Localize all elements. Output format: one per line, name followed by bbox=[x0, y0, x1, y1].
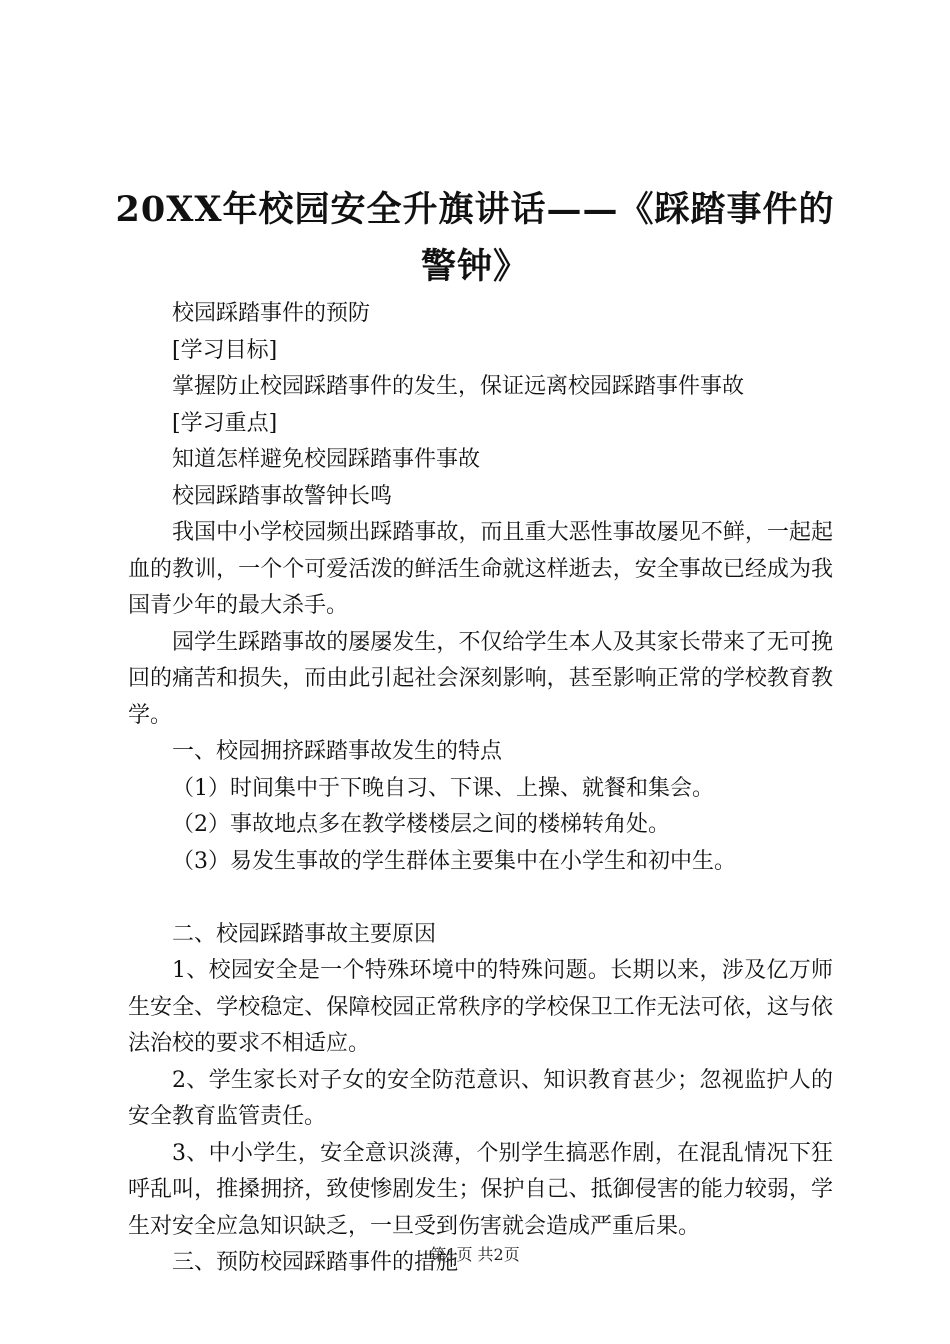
paragraph: 二、校园踩踏事故主要原因 bbox=[172, 921, 437, 947]
paragraph: 校园踩踏事件的预防 bbox=[172, 301, 371, 326]
paragraph: （2）事故地点多在教学楼楼层之间的楼梯转角处。 bbox=[172, 812, 670, 837]
document-body bbox=[128, 296, 833, 1282]
paragraph: （3）易发生事故的学生群体主要集中在小学生和初中生。 bbox=[172, 848, 736, 874]
paragraph: 2、学生家长对子女的安全防范意识、知识教育甚少；忽视监护人的安全教育监管责任。 bbox=[128, 1067, 833, 1129]
paragraph: 1、校园安全是一个特殊环境中的特殊问题。长期以来，涉及亿万师生安全、学校稳定、保障校园正常秩序的学校保卫工作无法可依，这与依法治校的要求不相适应。 bbox=[128, 958, 833, 1056]
paragraph: 3、中小学生，安全意识淡薄，个别学生搞恶作剧，在混乱情况下狂呼乱叫，推搡拥挤，致使惨剧发生；保护自己、抵御侵害的能力较弱，学生对安全应急知识缺乏，一旦受到伤害就会造成严重后果。 bbox=[128, 1140, 833, 1239]
paragraph: 一、校园拥挤踩踏事故发生的特点 bbox=[172, 739, 503, 764]
paragraph: 校园踩踏事故警钟长鸣 bbox=[172, 483, 393, 509]
blank-line bbox=[128, 880, 833, 917]
paragraph: 三、预防校园踩踏事件的措施 bbox=[172, 1250, 459, 1275]
paragraph: 知道怎样避免校园踩踏事件事故 bbox=[172, 447, 481, 472]
paragraph: （1）时间集中于下晚自习、下课、上操、就餐和集会。 bbox=[172, 775, 714, 801]
paragraph: 我国中小学校园频出踩踏事故，而且重大恶性事故屡见不鲜，一起起血的教训，一个个可爱活泼的鲜活生命就这样逝去，安全事故已经成为我国青少年的最大杀手。 bbox=[128, 520, 833, 618]
paragraph: 园学生踩踏事故的屡屡发生，不仅给学生本人及其家长带来了无可挽回的痛苦和损失，而由此引起社会深刻影响，甚至影响正常的学校教育教学。 bbox=[128, 629, 833, 728]
paragraph: [学习目标] bbox=[172, 337, 278, 363]
paragraph: [学习重点] bbox=[172, 410, 278, 436]
page-footer: 第1页 共2页 bbox=[430, 1245, 520, 1264]
document-title-line-2: 警钟》 bbox=[420, 246, 529, 287]
paragraph: 掌握防止校园踩踏事件的发生，保证远离校园踩踏事件事故 bbox=[172, 374, 745, 399]
document-title-line-1: 20XX年校园安全升旗讲话——《踩踏事件的 bbox=[115, 189, 835, 230]
